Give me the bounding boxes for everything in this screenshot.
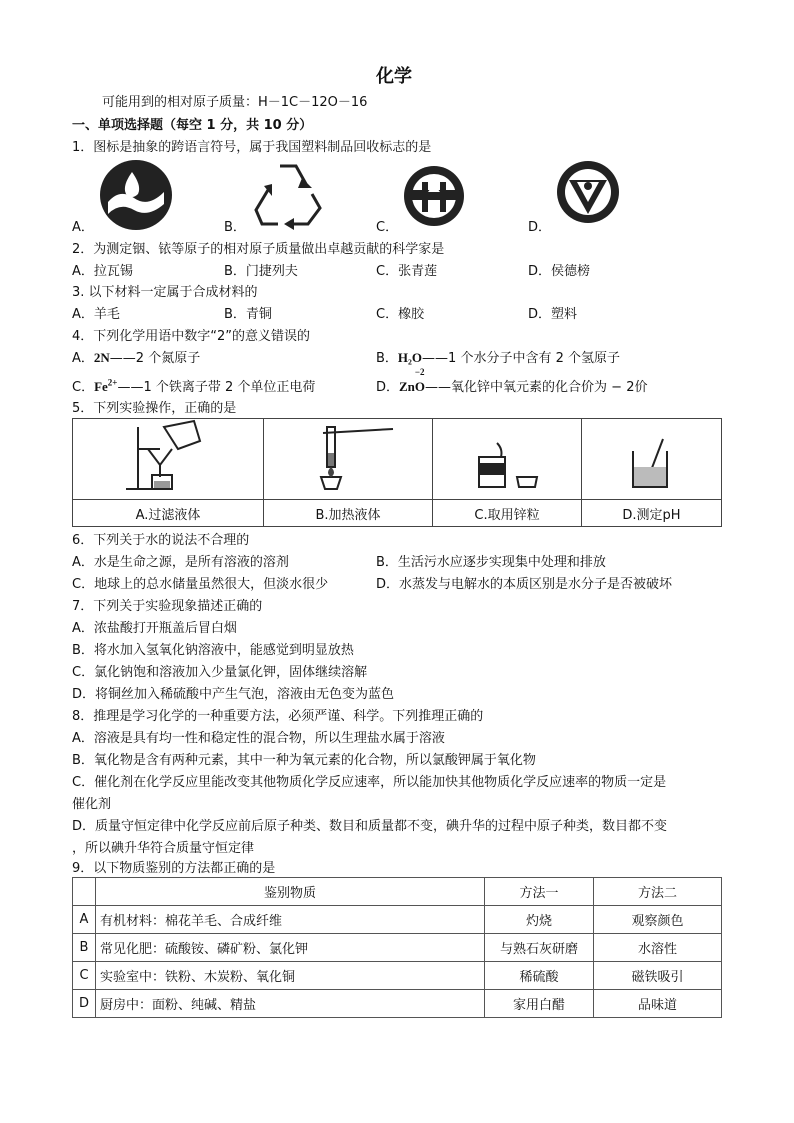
row-label: A — [73, 906, 96, 934]
q6-option-a: A．水是生命之源，是所有溶液的溶剂 — [72, 555, 289, 570]
q3-option-d: D．塑料 — [528, 307, 578, 322]
q1-option-c: C． — [376, 220, 399, 235]
q8-option-a: A．溶液是具有均一性和稳定性的混合物，所以生理盐水属于溶液 — [72, 731, 445, 746]
plastic-recycle-logo-icon — [402, 164, 466, 228]
q8-option-c-line1: C．催化剂在化学反应里能改变其他物质化学反应速率，所以能加快其他物质化学反应速率的物质一定是 — [72, 775, 667, 790]
recycle-icon — [250, 158, 326, 230]
header-cell — [73, 878, 96, 906]
q6-stem: 6．下列关于水的说法不合理的 — [72, 533, 250, 548]
substance-cell: 实验室中：铁粉、木炭粉、氧化铜 — [96, 962, 485, 990]
q3-option-c: C．橡胶 — [376, 307, 425, 322]
q2-option-a: A．拉瓦锡 — [72, 264, 133, 279]
substance-cell: 厨房中：面粉、纯碱、精盐 — [96, 990, 485, 1018]
header-cell: 方法二 — [594, 878, 722, 906]
q2-stem: 2．为测定铟、铱等原子的相对原子质量做出卓越贡献的科学家是 — [72, 242, 445, 257]
q4-option-c: C．$Fe^{2+}——1$ 个铁离子带 2 个单位正电荷 — [72, 377, 316, 395]
q5-stem: 5．下列实验操作，正确的是 — [72, 401, 237, 416]
q8-option-c-line2: 催化剂 — [72, 797, 112, 812]
method1-cell: 灼烧 — [485, 906, 594, 934]
q8-option-d-line1: D．质量守恒定律中化学反应前后原子种类、数目和质量都不变，碘升华的过程中原子种类，数目都不变 — [72, 819, 668, 834]
heating-apparatus — [264, 419, 433, 500]
header-cell: 方法一 — [485, 878, 594, 906]
option-a-caption: A.过滤液体 — [73, 500, 264, 527]
q5-table — [72, 418, 722, 527]
q3-option-b: B．青铜 — [224, 307, 272, 322]
zinc-illustration — [467, 435, 547, 495]
q6-option-c: C．地球上的总水储量虽然很大，但淡水很少 — [72, 577, 329, 592]
page-title: 化学 — [376, 66, 412, 87]
q1-option-d: D． — [528, 220, 552, 235]
row-label: D — [73, 990, 96, 1018]
atomic-masses: 可能用到的相对原子质量：H－1C－12O－16 — [102, 95, 368, 110]
q9-table — [72, 877, 722, 1018]
method2-cell: 观察颜色 — [594, 906, 722, 934]
q8-option-d-line2: ，所以碘升华符合质量守恒定律 — [72, 841, 255, 856]
filter-apparatus — [73, 419, 264, 500]
row-label: C — [73, 962, 96, 990]
q4-option-d: D．ZnO −2 ——氧化锌中氧元素的化合价为 − 2价 — [376, 367, 648, 395]
q1-stem: 1．图标是抽象的跨语言符号，属于我国塑料制品回收标志的是 — [72, 140, 432, 155]
table-row — [73, 934, 722, 962]
option-d-caption: D.测定pH — [582, 500, 722, 527]
substance-cell: 有机材料：棉花羊毛、合成纤维 — [96, 906, 485, 934]
q9-stem: 9．以下物质鉴别的方法都正确的是 — [72, 861, 276, 876]
heating-illustration — [293, 419, 403, 495]
q1-option-a: A． — [72, 220, 94, 235]
water-drop-logo-icon — [98, 158, 174, 232]
table-row — [73, 906, 722, 934]
q6-option-b: B．生活污水应逐步实现集中处理和排放 — [376, 555, 606, 570]
q1-option-b: B． — [224, 220, 246, 235]
ph-apparatus — [582, 419, 722, 500]
q6-option-d: D．水蒸发与电解水的本质区别是水分子是否被破坏 — [376, 577, 673, 592]
row-label: B — [73, 934, 96, 962]
shield-logo-icon — [555, 158, 621, 226]
table-row — [73, 990, 722, 1018]
q7-option-a: A．浓盐酸打开瓶盖后冒白烟 — [72, 621, 237, 636]
method1-cell: 与熟石灰研磨 — [485, 934, 594, 962]
q2-option-d: D．侯德榜 — [528, 264, 591, 279]
q2-option-c: C．张青莲 — [376, 264, 438, 279]
q7-option-d: D．将铜丝加入稀硫酸中产生气泡，溶液由无色变为蓝色 — [72, 687, 395, 702]
option-c-caption: C.取用锌粒 — [433, 500, 582, 527]
header-cell: 鉴别物质 — [96, 878, 485, 906]
q8-option-b: B．氧化物是含有两种元素，其中一种为氧元素的化合物，所以氯酸钾属于氧化物 — [72, 753, 536, 768]
section-heading: 一、单项选择题（每空 1 分，共 10 分） — [72, 118, 313, 133]
method2-cell: 磁铁吸引 — [594, 962, 722, 990]
q2-option-b: B．门捷列夫 — [224, 264, 298, 279]
q4-stem: 4．下列化学用语中数字“2”的意义错误的 — [72, 329, 311, 344]
filtration-illustration — [108, 419, 228, 495]
q4-option-b: B．H₂O——1 个水分子中含有 2 个氢原子 — [376, 350, 620, 366]
table-row — [73, 962, 722, 990]
method2-cell: 水溶性 — [594, 934, 722, 962]
q3-stem: 3. 以下材料一定属于合成材料的 — [72, 285, 258, 300]
method1-cell: 稀硫酸 — [485, 962, 594, 990]
q4-option-a: A．2N——2 个氮原子 — [72, 350, 201, 366]
q7-stem: 7．下列关于实验现象描述正确的 — [72, 599, 263, 614]
substance-cell: 常见化肥：硫酸铵、磷矿粉、氯化钾 — [96, 934, 485, 962]
zinc-apparatus — [433, 419, 582, 500]
q7-option-c: C．氯化钠饱和溶液加入少量氯化钾，固体继续溶解 — [72, 665, 368, 680]
method1-cell: 家用白醋 — [485, 990, 594, 1018]
method2-cell: 品味道 — [594, 990, 722, 1018]
q3-option-a: A．羊毛 — [72, 307, 120, 322]
ph-illustration — [617, 429, 687, 495]
table-header-row — [73, 878, 722, 906]
q7-option-b: B．将水加入氢氧化钠溶液中，能感觉到明显放热 — [72, 643, 354, 658]
option-b-caption: B.加热液体 — [264, 500, 433, 527]
q8-stem: 8．推理是学习化学的一种重要方法，必须严谨、科学。下列推理正确的 — [72, 709, 484, 724]
